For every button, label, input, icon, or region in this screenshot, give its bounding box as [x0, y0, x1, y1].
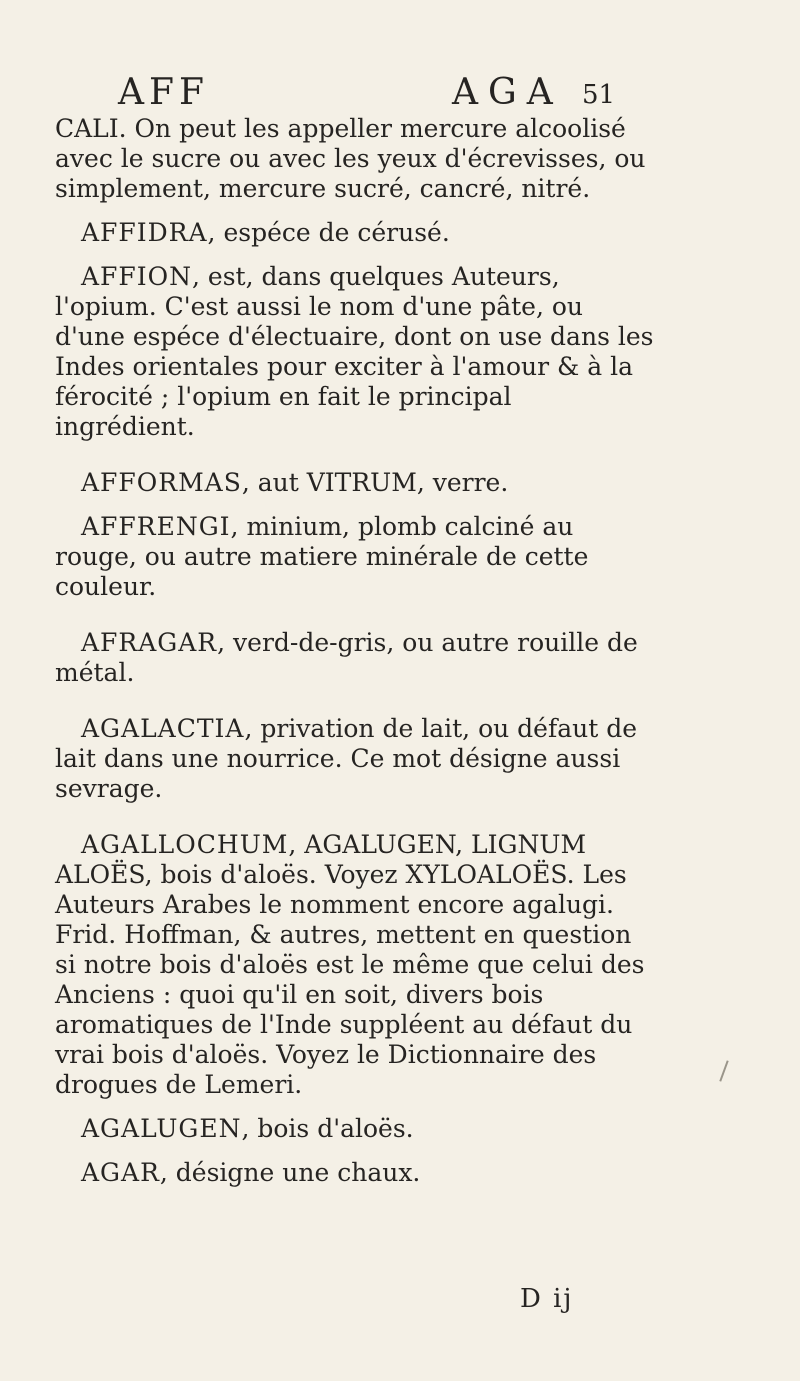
entry-agallochum — [55, 830, 655, 1100]
entry-affidra — [55, 218, 655, 248]
entry-definition: , espéce de cérusé. — [207, 218, 450, 247]
entry-agalugen — [55, 1114, 655, 1144]
entry-headword: AFFORMAS — [81, 468, 242, 497]
entry-definition: , minium, plomb calciné au rouge, ou autre matiere minérale de cette couleur. — [55, 512, 589, 601]
entry-agalactia — [55, 714, 655, 804]
entry-agar — [55, 1158, 655, 1188]
entry-headword: AFRAGAR — [81, 628, 218, 657]
entry-headword: AFFIDRA — [81, 218, 208, 247]
entry-affion — [55, 262, 655, 442]
entry-definition: , aut VITRUM, verre. — [241, 468, 509, 497]
margin-stray-mark — [719, 1060, 728, 1081]
entry-headword: AFFION — [81, 262, 192, 291]
header-right-guide-word: AGA — [452, 72, 563, 113]
entry-headword: AGAR — [81, 1158, 160, 1187]
dictionary-body — [55, 114, 655, 1202]
entry-definition: , privation de lait, ou défaut de lait dans une nourrice. Ce mot désigne aussi sevrage. — [55, 714, 638, 803]
running-header — [0, 58, 800, 118]
entry-headword: AGALLOCHUM — [81, 830, 289, 859]
entry-definition: , bois d'aloës. — [241, 1114, 414, 1143]
entry-cali-continuation — [55, 114, 655, 204]
header-left-guide-word: AFF — [118, 72, 209, 113]
entry-definition: , AGALUGEN, LIGNUM ALOËS, bois d'aloës. Voyez XYLOALOËS. Les Auteurs Arabes le nomment encore agalugi. Frid. Hoffman, & autres, mettent en question si notre bois d'aloës est le même que celui des Anciens : quoi qu'il en soit, divers bois aromatiques de l'Inde suppléent au défaut du vrai bois d'aloës. Voyez le Dictionnaire des drogues de Lemeri. — [55, 830, 645, 1099]
entry-affrengi — [55, 512, 655, 602]
page-number: 51 — [582, 80, 616, 110]
entry-headword: AGALUGEN — [81, 1114, 242, 1143]
entry-headword: AFFRENGI — [81, 512, 231, 541]
entry-afformas — [55, 468, 655, 498]
entry-definition: , désigne une chaux. — [159, 1158, 421, 1187]
entry-text: CALI. On peut les appeller mercure alcoolisé avec le sucre ou avec les yeux d'écrevisses, ou simplement, mercure sucré, cancré, nitré. — [55, 114, 646, 203]
entry-definition: , est, dans quelques Auteurs, l'opium. C'est aussi le nom d'une pâte, ou d'une espéce d'électuaire, dont on use dans les Indes orientales pour exciter à l'amour & à la férocité ; l'opium en fait le principal ingrédient. — [55, 262, 654, 441]
entry-definition: , verd-de-gris, ou autre rouille de métal. — [55, 628, 638, 687]
entry-headword: AGALACTIA — [81, 714, 245, 743]
entry-afragar — [55, 628, 655, 688]
signature-mark: D ij — [520, 1284, 574, 1314]
